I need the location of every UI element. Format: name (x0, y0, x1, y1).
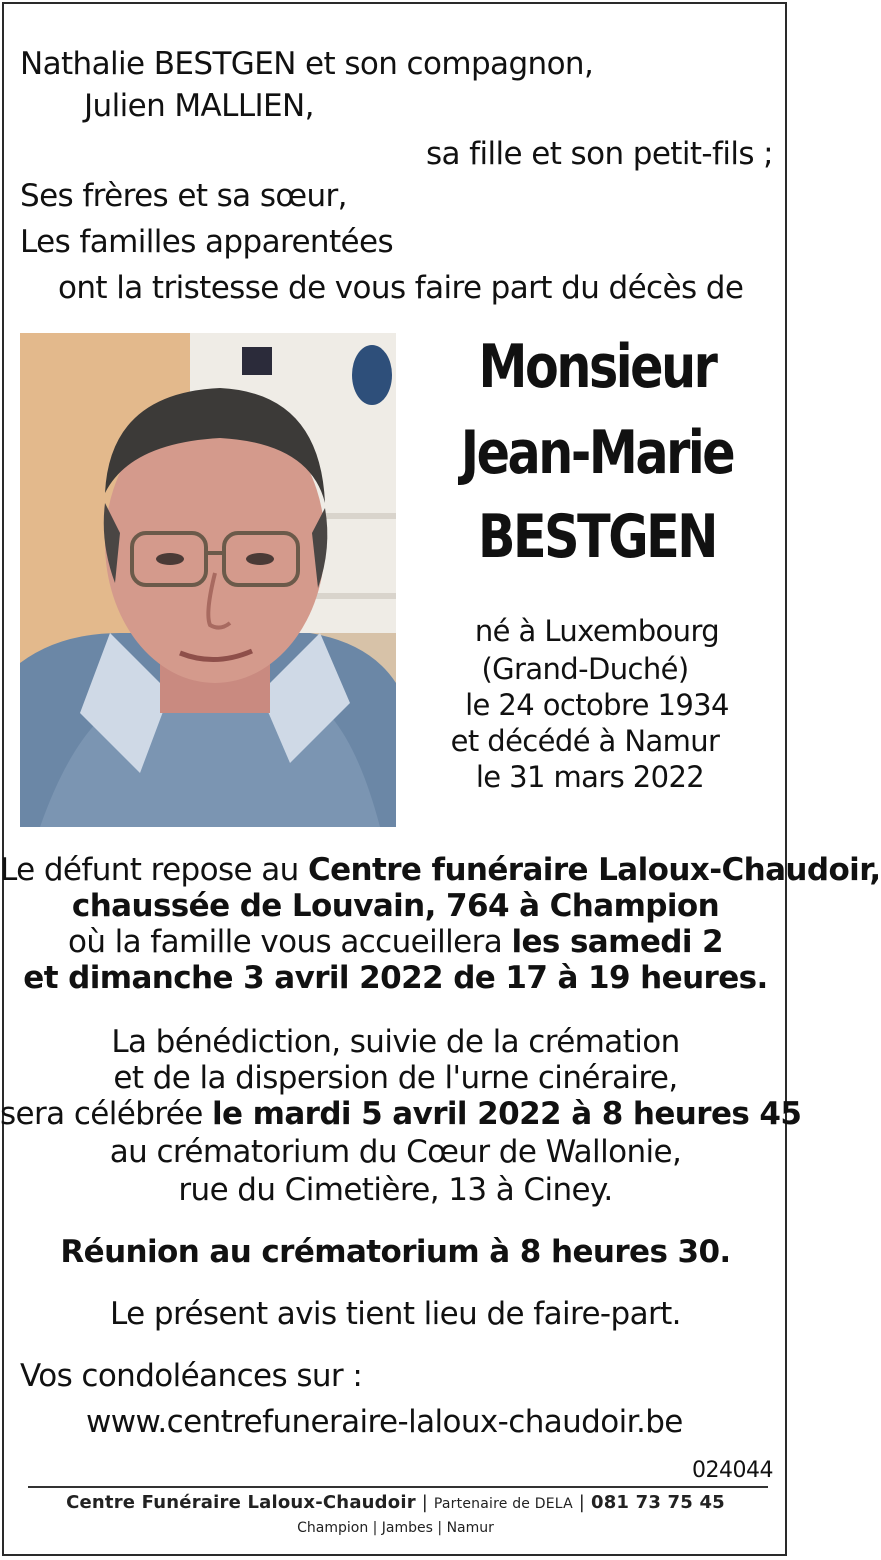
visitation-line-3 (0, 922, 791, 962)
deceased-last-name: BESTGEN (477, 502, 717, 572)
visitation-line-2 (0, 886, 791, 926)
footer-separator-1: | (421, 1492, 428, 1513)
ceremony-date: le mardi 5 avril 2022 à 8 heures 45 (211, 1096, 802, 1132)
intro-line-5: Les familles apparentées (20, 224, 394, 260)
intro-line-6: ont la tristesse de vous faire part du décès de (58, 270, 744, 306)
visitation-days: les samedi 2 (511, 924, 724, 960)
ceremony-line-2: et de la dispersion de l'urne cinéraire, (113, 1060, 678, 1096)
visitation-text-1: Le défunt repose au (0, 852, 308, 888)
ceremony-line-4: au crématorium du Cœur de Wallonie, (109, 1134, 682, 1170)
condolences-url[interactable]: www.centrefuneraire-laloux-chaudoir.be (86, 1404, 683, 1440)
ceremony-line-3 (0, 1094, 802, 1134)
visitation-hours: et dimanche 3 avril 2022 de 17 à 19 heures. (23, 960, 768, 996)
funeral-center-address: chaussée de Louvain, 764 à Champion (71, 888, 720, 924)
deceased-first-name: Jean-Marie (460, 418, 734, 488)
birth-region: (Grand-Duché) (481, 652, 689, 686)
reference-number: 024044 (692, 1458, 773, 1483)
notice-line: Le présent avis tient lieu de faire-part. (110, 1296, 681, 1332)
footer-company-line (0, 1492, 791, 1513)
birth-date: le 24 octobre 1934 (465, 688, 729, 722)
condolences-label: Vos condoléances sur : (20, 1358, 363, 1394)
footer-divider (28, 1486, 768, 1488)
ceremony-line-5: rue du Cimetière, 13 à Ciney. (178, 1172, 613, 1208)
visitation-line-4 (0, 958, 791, 998)
ceremony-text-3: sera célébrée (0, 1096, 212, 1132)
footer-phone[interactable]: 081 73 75 45 (590, 1492, 725, 1513)
visitation-text-3: où la famille vous accueillera (67, 924, 512, 960)
meeting-line (0, 1232, 791, 1272)
death-place: et décédé à Namur (450, 724, 720, 758)
footer-partner: Partenaire de DELA (433, 1496, 573, 1512)
portrait-photo (20, 333, 396, 827)
deceased-title: Monsieur (478, 332, 716, 402)
ceremony-line-1: La bénédiction, suivie de la crémation (111, 1024, 680, 1060)
visitation-line-1 (0, 850, 881, 890)
footer-separator-2: | (578, 1492, 586, 1513)
footer-company: Centre Funéraire Laloux-Chaudoir (66, 1492, 416, 1513)
meeting-text: Réunion au crématorium à 8 heures 30. (60, 1234, 731, 1270)
intro-line-3: sa fille et son petit-fils ; (425, 136, 773, 172)
funeral-center-name: Centre funéraire Laloux-Chaudoir, (307, 852, 881, 888)
birth-place: né à Luxembourg (474, 614, 720, 648)
intro-line-2: Julien MALLIEN, (84, 88, 314, 124)
footer-locations: Champion | Jambes | Namur (297, 1520, 494, 1536)
intro-line-4: Ses frères et sa sœur, (20, 178, 347, 214)
intro-line-1: Nathalie BESTGEN et son compagnon, (20, 46, 594, 82)
death-date: le 31 mars 2022 (475, 760, 705, 794)
